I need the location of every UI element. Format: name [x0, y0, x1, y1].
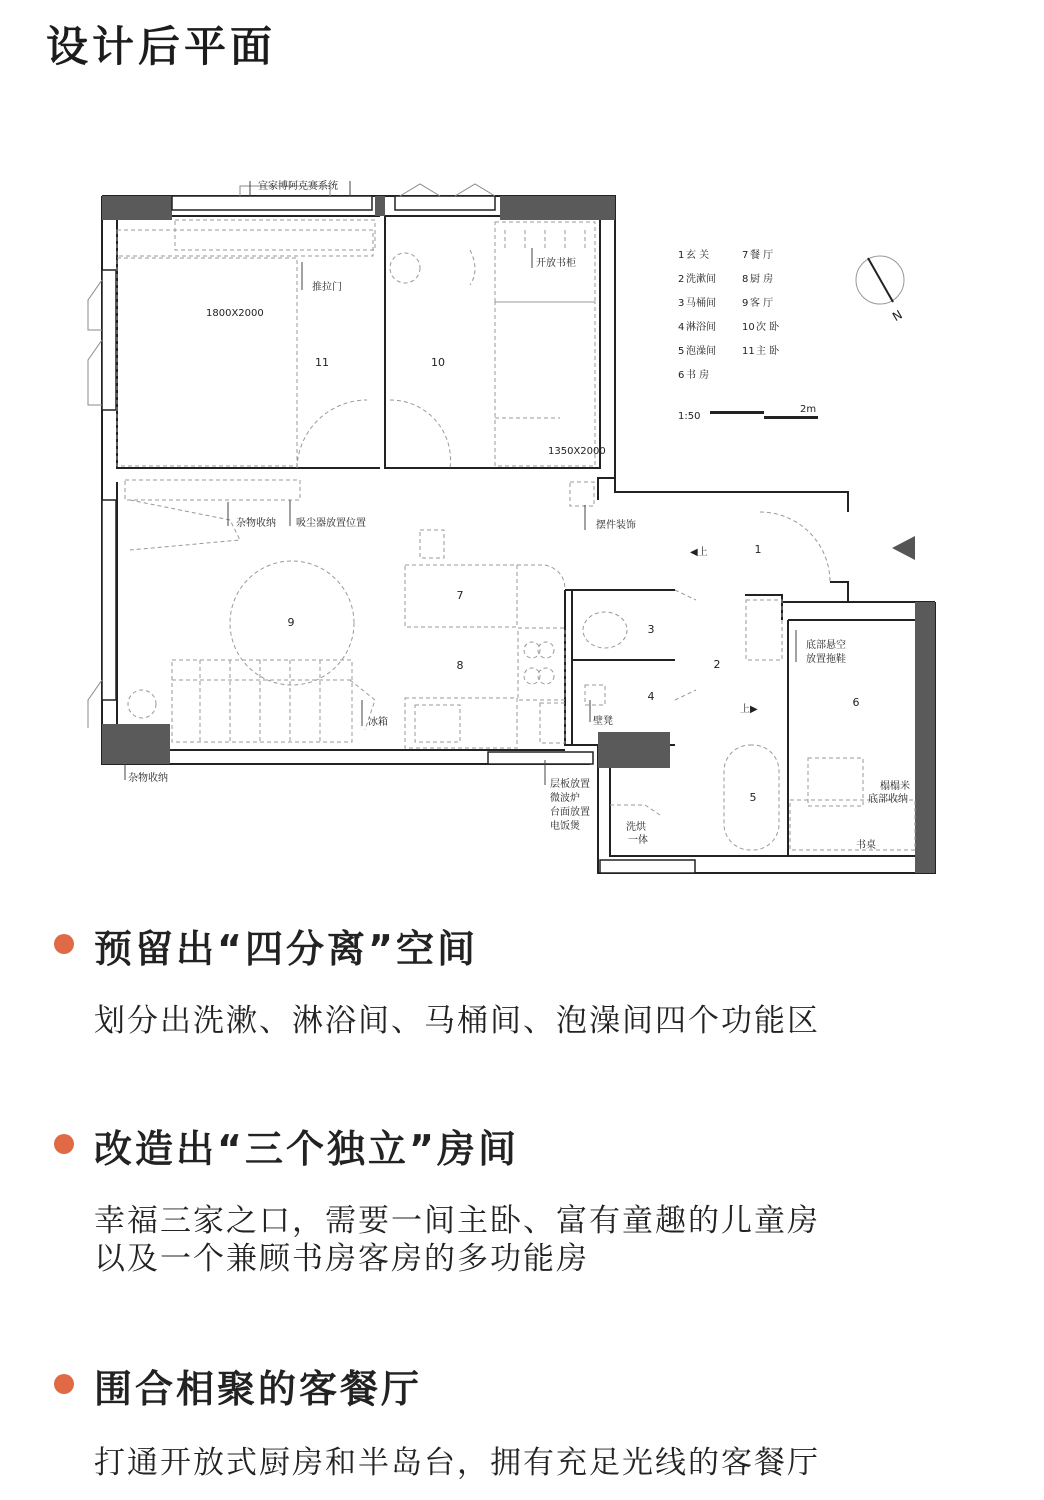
annotation-shoe-storage: 底部悬空	[806, 640, 846, 651]
room-number: 11	[315, 356, 329, 369]
legend-number: 8	[742, 274, 749, 285]
annotation-vacuum: 吸尘器放置位置	[296, 518, 366, 529]
annotation-storage-top: 杂物收纳	[236, 518, 276, 529]
annotation-decor: 摆件装饰	[596, 520, 636, 531]
bullet-icon	[54, 1134, 74, 1154]
feature-description: 划分出洗漱、淋浴间、马桶间、泡澡间四个功能区	[94, 1003, 820, 1039]
north-label: N	[890, 307, 905, 325]
room-number: 7	[456, 589, 464, 602]
bullet-icon	[54, 934, 74, 954]
legend-name: 淋浴间	[686, 322, 716, 333]
room-number: 6	[852, 696, 860, 709]
north-arrow-icon	[856, 256, 905, 324]
annotation-sliding-door: 推拉门	[312, 282, 342, 293]
legend-number: 6	[678, 370, 685, 381]
legend-name: 洗漱间	[686, 274, 716, 285]
room-number: 4	[647, 690, 655, 703]
annotation-bed-second: 1350X2000	[548, 446, 606, 457]
annotation-bed-master: 1800X2000	[206, 308, 264, 319]
legend-number: 5	[678, 346, 685, 357]
feature-description: 以及一个兼顾书房客房的多功能房	[94, 1241, 589, 1277]
entrance-arrow	[892, 536, 915, 560]
legend-name: 客 厅	[750, 298, 774, 309]
annotation-shoe-storage: 放置拖鞋	[806, 654, 846, 665]
annotation-washer-dryer: 一体	[628, 835, 648, 846]
annotation-shelf-note: 微波炉	[550, 793, 580, 804]
legend-number: 11	[742, 346, 755, 357]
furniture-dining-kitchen	[405, 530, 565, 748]
feature-title: 预留出“四分离”空间	[94, 927, 478, 971]
legend-number: 9	[742, 298, 749, 309]
annotation-tatami: 底部收纳	[868, 794, 908, 805]
furniture-master	[117, 220, 451, 468]
annotation-washer-dryer: 洗烘	[626, 822, 646, 833]
window-sashes	[88, 184, 495, 728]
furniture-bath-entry	[570, 482, 915, 850]
feature-title: 围合相聚的客餐厅	[94, 1367, 423, 1411]
room-number: 5	[749, 791, 757, 804]
annotation-fridge: 冰箱	[368, 717, 388, 728]
legend-name: 书 房	[686, 370, 710, 381]
page-title: 设计后平面	[46, 22, 277, 71]
legend-number: 3	[678, 298, 685, 309]
annotation-storage-bottom: 杂物收纳	[128, 773, 168, 784]
legend-name: 厨 房	[750, 274, 774, 285]
room-number: 2	[713, 658, 721, 671]
feature-title: 改造出“三个独立”房间	[94, 1127, 519, 1171]
legend-name: 泡澡间	[686, 346, 716, 357]
legend-name: 餐 厅	[750, 250, 774, 261]
annotation-up-arrow: 上▶	[740, 704, 758, 715]
room-number: 8	[456, 659, 464, 672]
legend-number: 2	[678, 274, 685, 285]
wall-blocks	[102, 196, 935, 873]
legend-name: 次 卧	[756, 322, 780, 333]
annotation-shelf-note: 电饭煲	[550, 821, 580, 832]
annotation-open-bookcase: 开放书柜	[536, 258, 576, 269]
legend-number: 1	[678, 250, 685, 261]
annotation-shelf-note: 台面放置	[550, 807, 590, 818]
bullet-icon	[54, 1374, 74, 1394]
annotation-up-arrow: ◀上	[690, 547, 708, 558]
annotation-leaders	[125, 181, 796, 785]
windows	[102, 196, 695, 873]
exterior-walls	[102, 196, 935, 873]
room-number: 3	[647, 623, 655, 636]
legend	[678, 248, 780, 381]
legend-number: 10	[742, 322, 755, 333]
feature-description: 幸福三家之口，需要一间主卧、富有童趣的儿童房	[94, 1203, 820, 1239]
annotation-wall-stool: 壁凳	[593, 716, 613, 727]
room-number: 10	[431, 356, 445, 369]
room-number: 1	[754, 543, 762, 556]
annotation-ikea-system: 宜家博阿克赛系统	[258, 181, 338, 192]
annotation-shelf-note: 层板放置	[550, 779, 590, 790]
legend-name: 玄 关	[686, 250, 710, 261]
scale-length: 2m	[800, 404, 817, 415]
legend-name: 主 卧	[756, 346, 780, 357]
legend-number: 7	[742, 250, 749, 261]
room-number: 9	[287, 616, 295, 629]
scale-bar	[678, 404, 818, 422]
annotation-tatami: 榻榻米	[880, 781, 910, 792]
legend-number: 4	[678, 322, 685, 333]
legend-name: 马桶间	[686, 298, 716, 309]
scale-ratio: 1:50	[678, 411, 701, 422]
feature-description: 打通开放式厨房和半岛台，拥有充足光线的客餐厅	[94, 1445, 820, 1481]
room-number-labels	[288, 356, 860, 804]
annotation-desk: 书桌	[856, 840, 876, 851]
